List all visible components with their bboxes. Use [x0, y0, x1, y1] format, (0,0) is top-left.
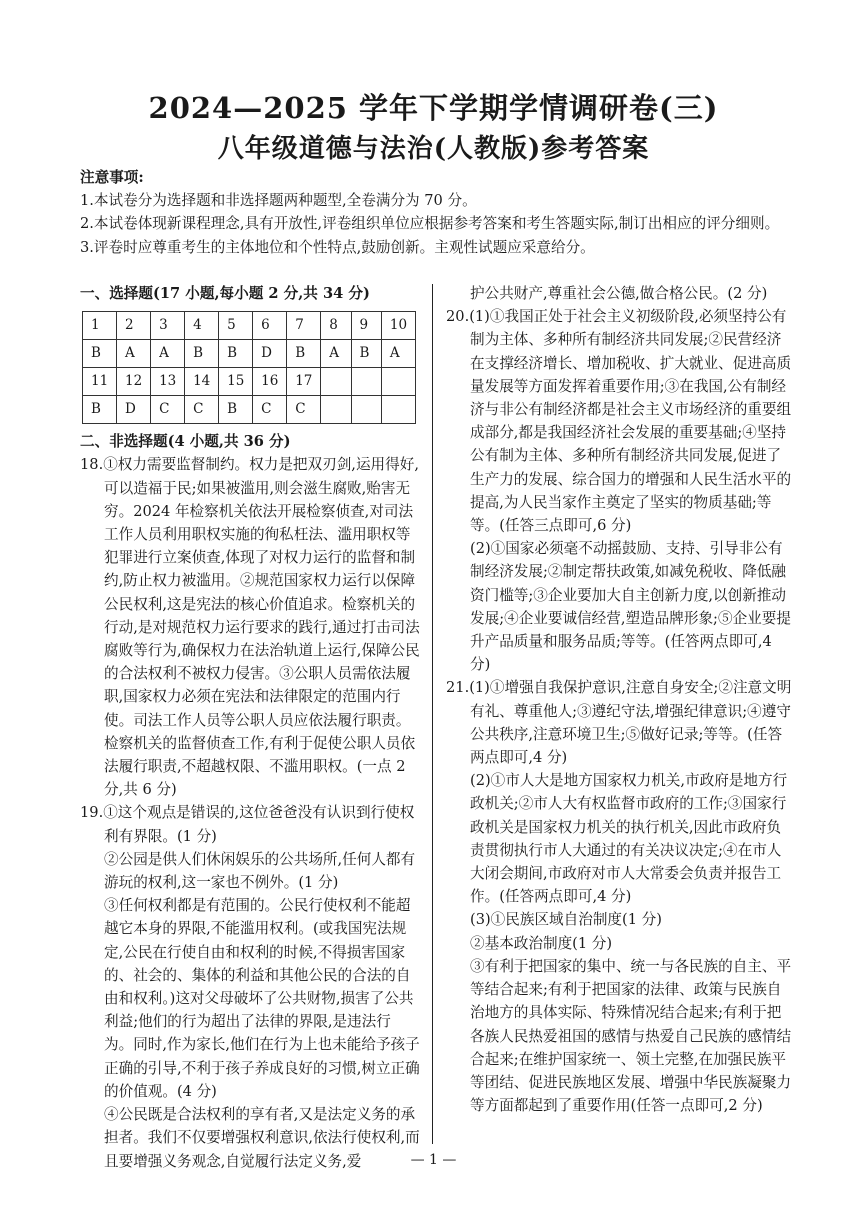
table-cell [321, 368, 351, 396]
table-cell: 5 [219, 312, 253, 340]
notes-heading: 注意事项: [80, 169, 144, 186]
answer-18: 18.①权力需要监督制约。权力是把双刃剑,运用得好,可以造福于民;如果被滥用,则会滋生腐败,贻害无穷。2024 年检察机关依法开展检察侦查,对司法工作人员利用职权实施的徇私枉法、滥用职权等犯罪进行立案侦查,体现了对权力运行的监督和制约,防止权力被滥用。②规范国家权力运行以保障公民权利,这是宪法的核心价值追求。检察机关的行动,是对规范权力运行要求的践行,通过打击司法腐败等行为,确保权力在法治轨道上运行,保障公民的合法权利不被权力侵害。③公职人员需依法履职,国家权力必须在宪法和法律限定的范围内行使。司法工作人员等公职人员应依法履行职责。检察机关的监督侦查工作,有利于促使公职人员依法履行职责,不超越权限、不滥用职权。(一点 2 分,共 6 分) [80, 456, 420, 799]
table-cell: 13 [151, 368, 185, 396]
table-cell: 16 [253, 368, 287, 396]
table-cell: 6 [253, 312, 287, 340]
section1-heading: 一、选择题(17 小题,每小题 2 分,共 34 分) [80, 285, 370, 302]
table-cell: D [117, 396, 151, 424]
page-subtitle: 八年级道德与法治(人教版)参考答案 [217, 134, 650, 164]
table-cell: A [321, 340, 351, 368]
table-cell: C [151, 396, 185, 424]
table-cell: B [83, 396, 117, 424]
table-cell: A [117, 340, 151, 368]
answer-19-part4-continued: 护公共财产,尊重社会公德,做合格公民。(2 分) [470, 285, 768, 302]
answer-20-part1: 20.(1)①我国正处于社会主义初级阶段,必须坚持公有制为主体、多种所有制经济共同发展;②民营经济在支撑经济增长、增加税收、扩大就业、促进高质量发展等方面发挥着重要作用;③在我国,公有制经济与非公有制经济都是社会主义市场经济的重要组成部分,都是我国经济社会发展的重要基础;④坚持公有制为主体、多种所有制经济共同发展,促进了生产力的发展、综合国力的增强和人民生活水平的提高,为人民当家作主奠定了坚实的物质基础;等等。(任答三点即可,6 分) [446, 308, 792, 535]
table-row-answers-2 [83, 396, 416, 424]
table-cell: 14 [185, 368, 219, 396]
table-row-numbers-2 [83, 368, 416, 396]
table-cell: 17 [287, 368, 321, 396]
table-row-answers-1 [83, 340, 416, 368]
page-number: — 1 — [410, 1152, 457, 1168]
table-cell: B [219, 340, 253, 368]
table-cell: 12 [117, 368, 151, 396]
answer-21-part4: ②基本政治制度(1 分) [470, 934, 613, 952]
table-cell: A [151, 340, 185, 368]
table-cell [321, 396, 351, 424]
table-cell: B [351, 340, 381, 368]
table-cell: D [253, 340, 287, 368]
table-cell: B [287, 340, 321, 368]
answer-19-part2: ②公园是供人们休闲娱乐的公共场所,任何人都有游玩的权利,这一家也不例外。(1 分) [104, 850, 416, 892]
table-cell: 7 [287, 312, 321, 340]
table-cell [381, 396, 415, 424]
table-cell [351, 368, 381, 396]
notes-block [80, 166, 792, 259]
table-cell: 10 [381, 312, 415, 340]
right-column [446, 282, 794, 1117]
answer-21-part1: 21.(1)①增强自我保护意识,注意自身安全;②注意文明有礼、尊重他人;③遵纪守法,增强纪律意识;④遵守公共秩序,注意环境卫生;⑤做好记录;等等。(任答两点即可,4 分) [446, 679, 792, 767]
table-cell: A [381, 340, 415, 368]
answer-19-part1: 19.①这个观点是错误的,这位爸爸没有认识到行使权利有界限。(1 分) [80, 804, 415, 845]
table-cell: B [219, 396, 253, 424]
table-cell: 3 [151, 312, 185, 340]
note-item-3: 3.评卷时应尊重考生的主体地位和个性特点,鼓励创新。主观性试题应采意给分。 [80, 238, 595, 256]
table-cell: 1 [83, 312, 117, 340]
page-title: 2024—2025 学年下学期学情调研卷(三) [148, 91, 719, 125]
note-item-2: 2.本试卷体现新课程理念,具有开放性,评卷组织单位应根据参考答案和考生答题实际,制订出相应的评分细则。 [80, 215, 780, 233]
answer-21-part3: (3)①民族区域自治制度(1 分) [470, 911, 662, 929]
table-row-numbers-1 [83, 312, 416, 340]
table-cell: C [287, 396, 321, 424]
answer-19-part4: ④公民既是合法权利的享有者,又是法定义务的承担者。我们不仅要增强权利意识,依法行使权利,而且要增强义务观念,自觉履行法定义务,爱 [104, 1106, 420, 1170]
table-cell [381, 368, 415, 396]
note-item-1: 1.本试卷分为选择题和非选择题两种题型,全卷满分为 70 分。 [80, 192, 477, 210]
answer-19-part3: ③任何权利都是有范围的。公民行使权利不能超越它本身的界限,不能滥用权利。(或我国宪法规定,公民在行使自由和权利的时候,不得损害国家的、社会的、集体的利益和其他公民的合法的自由和权利。)这对父母破坏了公共财物,损害了公共利益;他们的行为超出了法律的界限,是违法行为。同时,作为家长,他们在行为上也未能给予孩子正确的引导,不利于孩子养成良好的习惯,树立正确的价值观。(4 分) [104, 897, 420, 1100]
table-cell: C [253, 396, 287, 424]
answer-table [82, 311, 416, 424]
table-cell: 9 [351, 312, 381, 340]
answer-20-part2: (2)①国家必须毫不动摇鼓励、支持、引导非公有制经济发展;②制定帮扶政策,如减免税收、降低融资门槛等;③企业要加大自主创新力度,以创新推动发展;④企业要诚信经营,塑造品牌形象;⑤企业要提升产品质量和服务品质;等等。(任答两点即可,4 分) [470, 540, 791, 674]
left-column [80, 282, 420, 1173]
section2-heading: 二、非选择题(4 小题,共 36 分) [80, 433, 291, 451]
table-cell: 4 [185, 312, 219, 340]
table-cell: 2 [117, 312, 151, 340]
table-cell: C [185, 396, 219, 424]
table-cell: 8 [321, 312, 351, 340]
answer-21-part2: (2)①市人大是地方国家权力机关,市政府是地方行政机关;②市人大有权监督市政府的工作;③国家行政机关是国家权力机关的执行机关,因此市政府负责贯彻执行市人大通过的有关决议决定;④在市人大闭会期间,市政府对市人大常委会负责并报告工作。(任答两点即可,4 分) [470, 772, 788, 906]
answer-21-part5: ③有利于把国家的集中、统一与各民族的自主、平等结合起来;有利于把国家的法律、政策与民族自治地方的具体实际、特殊情况结合起来;有利于把各族人民热爱祖国的感情与热爱自己民族的感情结合起来;在维护国家统一、领土完整,在加强民族平等团结、促进民族地区发展、增强中华民族凝聚力等方面都起到了重要作用(任答一点即可,2 分) [470, 957, 792, 1115]
column-divider [432, 284, 433, 1144]
table-cell: B [83, 340, 117, 368]
table-cell: 15 [219, 368, 253, 396]
table-cell: 11 [83, 368, 117, 396]
table-cell [351, 396, 381, 424]
table-cell: B [185, 340, 219, 368]
